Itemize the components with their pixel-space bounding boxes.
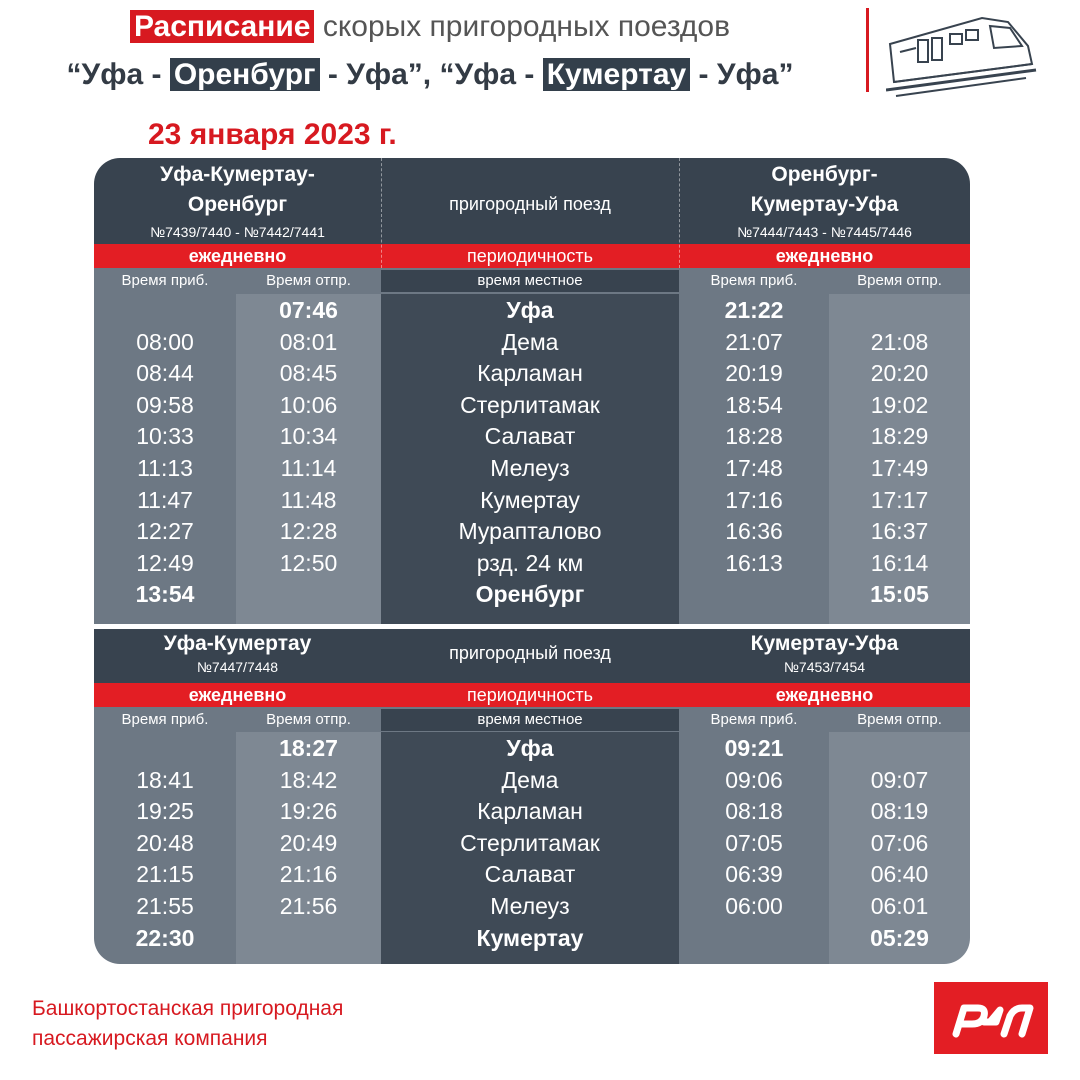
left-arrival-label: Время приб. (121, 272, 209, 289)
departure-time: 16:37 (870, 518, 929, 545)
departure-time: 16:14 (870, 549, 929, 576)
arrival-time: 21:55 (136, 893, 194, 919)
station-name: Салават (484, 423, 576, 450)
arrival-time: 18:41 (136, 766, 194, 793)
arrival-time: 21:22 (724, 297, 784, 323)
departure-time: 18:42 (279, 766, 338, 793)
departure-time: 18:27 (279, 735, 338, 761)
section-1-left-title (94, 160, 381, 240)
departure-time: 06:40 (870, 861, 929, 888)
section-1-right-title (679, 160, 970, 240)
arrival-time: 16:36 (725, 518, 783, 545)
departure-time: 20:20 (870, 360, 929, 387)
train-icon (886, 8, 1038, 102)
departure-time: 07:06 (870, 829, 929, 856)
station-name: Мелеуз (490, 455, 570, 481)
arrival-time: 22:30 (135, 924, 195, 951)
arrival-time: 13:54 (135, 581, 195, 608)
departure-time: 12:28 (279, 518, 338, 545)
header-line-1 (0, 8, 860, 46)
departure-time: 07:46 (279, 297, 338, 323)
right-arrival-label: Время приб. (710, 272, 798, 289)
s2-right-title: Кумертау-Уфа (750, 632, 899, 655)
arrival-time: 07:05 (725, 829, 783, 856)
departure-time: 09:07 (870, 766, 929, 793)
header-tag-orenburg: Оренбург (170, 58, 320, 91)
header-text-b: - Уфа”, “Уфа - (319, 58, 543, 91)
station-name: Салават (484, 861, 576, 888)
departure-time: 11:48 (280, 486, 337, 513)
header-divider (866, 8, 869, 92)
departure-time: 19:02 (870, 391, 929, 418)
arrival-time: 08:00 (136, 328, 194, 355)
departure-time: 08:01 (279, 328, 338, 355)
arrival-time: 21:07 (725, 328, 783, 355)
arrival-time: 06:00 (725, 893, 783, 919)
header-line-2 (0, 56, 860, 94)
departure-time: 15:05 (870, 581, 929, 608)
arrival-time: 08:44 (136, 360, 194, 387)
arrival-time: 09:58 (136, 391, 194, 418)
company-name-line-2: пассажирская компания (32, 1027, 268, 1050)
left-train-number: №7439/7440 - №7442/7441 (150, 224, 325, 240)
s2-right-arrival-label: Время приб. (710, 711, 798, 728)
station-name: Оренбург (475, 581, 585, 608)
section-2-right-title (679, 629, 970, 675)
s2-right-train-number: №7453/7454 (783, 659, 866, 675)
arrival-time: 19:25 (136, 798, 194, 825)
s2-left-frequency: ежедневно (188, 685, 287, 705)
schedule-date: 23 января 2023 г. (148, 118, 397, 151)
arrival-time: 21:15 (136, 861, 194, 888)
section-2-center-title (381, 643, 679, 664)
header-highlight: Расписание (130, 10, 315, 43)
station-name: Мелеуз (490, 893, 570, 919)
right-title-line-1: Оренбург- (771, 163, 878, 186)
right-train-number: №7444/7443 - №7445/7446 (737, 224, 912, 240)
right-frequency: ежедневно (775, 246, 874, 266)
company-name-line-1: Башкортостанская пригородная (32, 997, 344, 1020)
company-name (32, 994, 343, 1054)
arrival-time: 17:16 (725, 486, 783, 513)
station-name: Кумертау (480, 486, 580, 513)
arrival-time: 11:47 (137, 486, 193, 513)
s2-right-departure-label: Время отпр. (857, 711, 942, 728)
section-1-center-title (381, 194, 679, 215)
right-departure-label: Время отпр. (857, 272, 942, 289)
left-title-line-2: Оренбург (187, 193, 288, 216)
station-name: Карламан (477, 798, 583, 825)
s2-left-title: Уфа-Кумертау (163, 632, 312, 655)
arrival-time: 09:21 (724, 735, 784, 761)
departure-time: 17:17 (870, 486, 929, 513)
header-tag-kumertau: Кумертау (543, 58, 690, 91)
s2-right-frequency: ежедневно (775, 685, 874, 705)
arrival-time: 20:48 (136, 829, 194, 856)
header-line-1-text: скорых пригородных поездов (322, 10, 731, 43)
station-name: Дема (501, 328, 559, 355)
s2-left-departure-label: Время отпр. (266, 711, 351, 728)
arrival-time: 16:13 (725, 549, 783, 576)
s2-center-frequency-label: периодичность (467, 685, 593, 705)
departure-time: 10:06 (279, 391, 338, 418)
station-name: Кумертау (476, 924, 584, 951)
arrival-time: 18:28 (725, 423, 783, 450)
s2-local-time-label: время местное (381, 709, 679, 731)
schedule-table (94, 158, 970, 964)
arrival-time: 12:49 (136, 549, 194, 576)
departure-time: 19:26 (279, 798, 338, 825)
station-name: Уфа (506, 735, 554, 761)
arrival-time: 08:18 (725, 798, 783, 825)
arrival-time: 06:39 (725, 861, 783, 888)
departure-time: 10:34 (279, 423, 338, 450)
departure-time: 21:08 (870, 328, 929, 355)
station-name: Карламан (477, 360, 583, 387)
departure-time: 21:56 (279, 893, 338, 919)
departure-time: 12:50 (279, 549, 338, 576)
station-name: Мурапталово (458, 518, 602, 545)
station-name: Уфа (506, 297, 554, 323)
left-frequency: ежедневно (188, 246, 287, 266)
s2-left-arrival-label: Время приб. (121, 711, 209, 728)
departure-time: 11:14 (280, 455, 337, 481)
arrival-time: 12:27 (136, 518, 194, 545)
divider (679, 158, 680, 268)
departure-time: 06:01 (870, 893, 929, 919)
departure-time: 18:29 (870, 423, 929, 450)
left-title-line-1: Уфа-Кумертау- (160, 163, 315, 186)
center-title: пригородный поезд (449, 194, 611, 214)
s2-center-title: пригородный поезд (449, 643, 611, 663)
arrival-time: 20:19 (725, 360, 783, 387)
departure-time: 08:45 (279, 360, 338, 387)
center-frequency-label: периодичность (467, 246, 593, 266)
arrival-time: 17:48 (725, 455, 783, 481)
left-departure-label: Время отпр. (266, 272, 351, 289)
s2-left-train-number: №7447/7448 (196, 659, 279, 675)
rzd-logo (934, 982, 1048, 1054)
departure-time: 20:49 (279, 829, 338, 856)
header-text-c: - Уфа” (690, 58, 794, 91)
section-2-left-title (94, 629, 381, 675)
station-name: Стерлитамак (460, 829, 600, 856)
departure-time: 17:49 (870, 455, 929, 481)
departure-time: 05:29 (870, 924, 929, 951)
arrival-time: 18:54 (725, 391, 783, 418)
departure-time: 08:19 (870, 798, 929, 825)
header-text-a: “Уфа - (66, 58, 170, 91)
arrival-time: 09:06 (725, 766, 783, 793)
right-title-line-2: Кумертау-Уфа (750, 193, 899, 216)
arrival-time: 11:13 (137, 455, 193, 481)
station-name: Дема (501, 766, 559, 793)
divider (381, 158, 382, 268)
departure-time: 21:16 (279, 861, 338, 888)
station-name: рзд. 24 км (476, 549, 584, 576)
arrival-time: 10:33 (136, 423, 194, 450)
local-time-label: время местное (381, 270, 679, 292)
station-name: Стерлитамак (460, 391, 600, 418)
